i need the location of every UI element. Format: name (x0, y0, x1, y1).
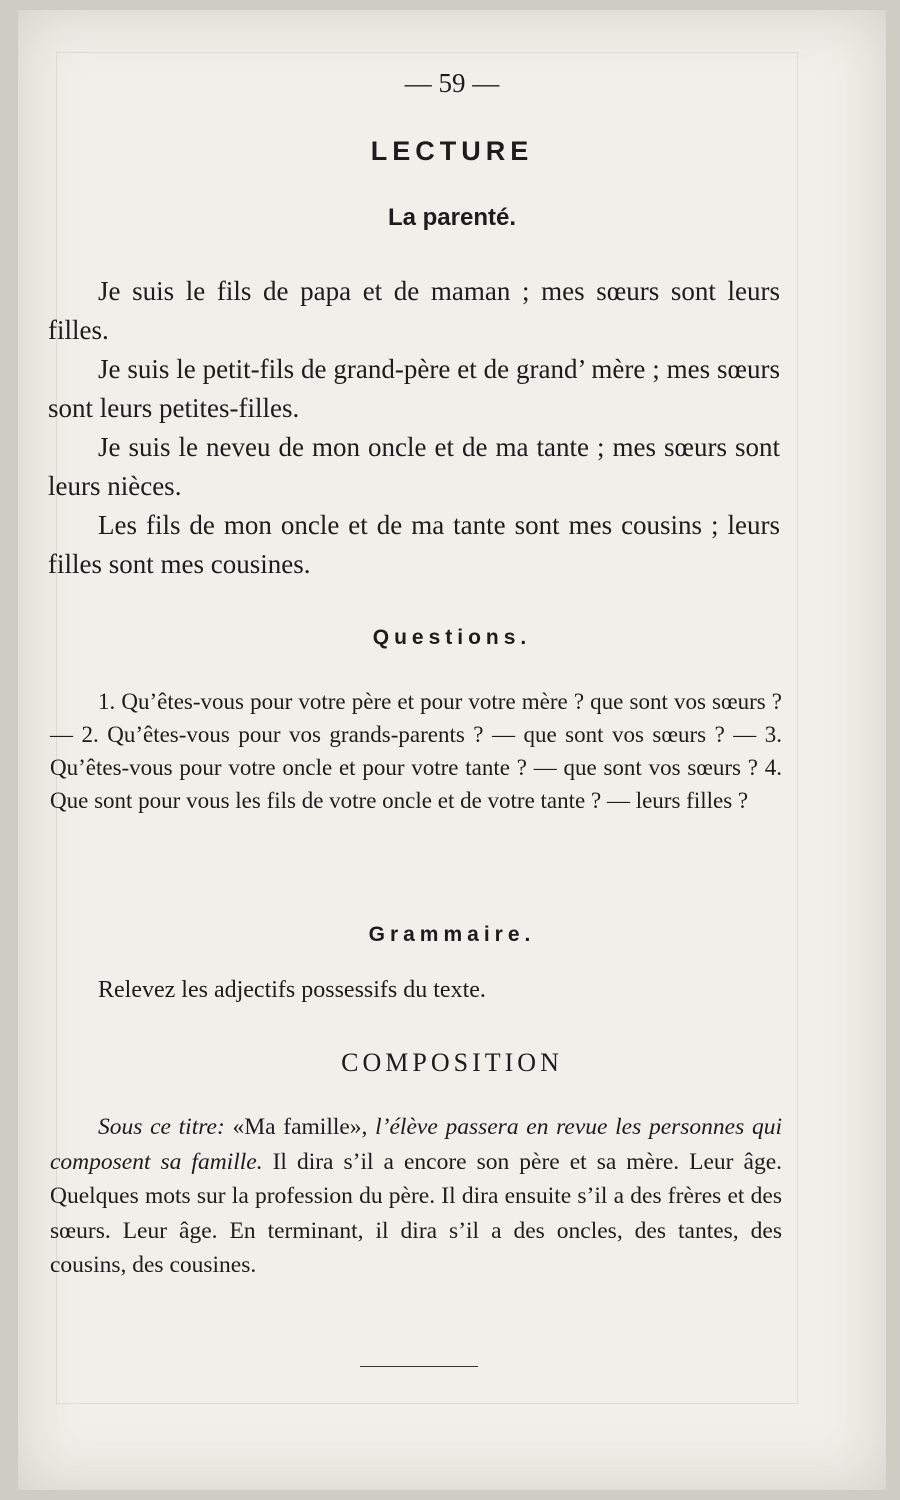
reading-subtitle: La parenté. (387, 204, 517, 231)
composition-intro-italic: Sous ce titre: (98, 1114, 225, 1140)
questions-heading: Questions. (372, 626, 532, 649)
reading-text (48, 272, 780, 584)
reading-paragraph: Je suis le fils de papa et de maman ; mes sœurs sont leurs filles. (48, 276, 780, 345)
composition-text (50, 1110, 782, 1283)
reading-paragraph: Je suis le petit-fils de grand-père et de grand’ mère ; mes sœurs sont leurs petites-filles. (48, 354, 780, 423)
composition-intro-italic-continued: l’élève passera en revue les personnes qui composent sa famille. (50, 1114, 782, 1175)
grammar-instruction: Relevez les adjectifs possessifs du texte. (98, 977, 486, 1003)
composition-heading: COMPOSITION (341, 1048, 563, 1077)
end-divider (360, 1366, 478, 1367)
composition-body: Il dira s’il a encore son père et sa mère. Leur âge. Quelques mots sur la profession du père. Il dira ensuite s’il a des frères et des sœurs. Leur âge. En terminant, il dira s’il a des oncles, des tantes, des cousins, des cousines. (50, 1148, 782, 1278)
page-number: — 59 — (404, 68, 500, 98)
reading-paragraph: Les fils de mon oncle et de ma tante sont mes cousins ; leurs filles sont mes cousines. (48, 510, 780, 579)
questions-text: 1. Qu’êtes-vous pour votre père et pour votre mère ? que sont vos sœurs ? — 2. Qu’êtes-vous pour vos grands-parents ? — que sont vos sœurs ? — 3. Qu’êtes-vous pour votre oncle et pour votre tante ? — que sont vos sœurs ? 4. Que sont pour vous les fils de votre oncle et de votre tante ? — leurs filles ? (50, 689, 782, 813)
section-title-lecture: LECTURE (370, 136, 534, 166)
grammar-heading: Grammaire. (368, 923, 536, 946)
book-page (18, 10, 886, 1490)
composition-quoted-title: «Ma famille», (224, 1114, 376, 1140)
reading-paragraph: Je suis le neveu de mon oncle et de ma tante ; mes sœurs sont leurs nièces. (48, 432, 780, 501)
